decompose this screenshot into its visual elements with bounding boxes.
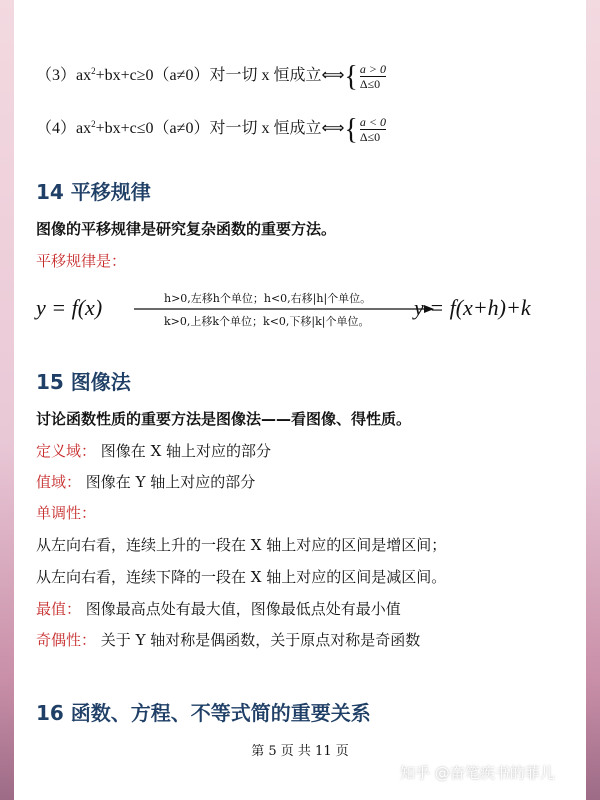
- condition-stack: [360, 62, 386, 91]
- monotonicity-label: 单调性：: [36, 504, 97, 522]
- domain-label: 定义域：: [36, 442, 97, 460]
- section-15-title: 15 图像法: [36, 370, 131, 394]
- extreme-line: [36, 598, 401, 619]
- expr-part: +bx+c≥0（a≠0）对一切 x 恒成立: [95, 67, 322, 85]
- range-line: [36, 471, 255, 492]
- watermark: 知乎 @奋笔疾书的菲儿: [400, 764, 555, 782]
- condition-top: a > 0: [359, 62, 386, 76]
- expr-part: +bx+c≤0（a≠0）对一切 x 恒成立: [95, 120, 322, 138]
- inequality-3: [36, 59, 386, 93]
- range-text: 图像在 Y 轴上对应的部分: [85, 473, 256, 491]
- brace-icon: {: [344, 112, 358, 146]
- section-16-title: 16 函数、方程、不等式简的重要关系: [36, 701, 371, 725]
- document-page: [14, 0, 586, 800]
- brace-icon: {: [344, 59, 358, 93]
- item-number: （4）: [36, 120, 77, 138]
- extreme-label: 最值：: [36, 600, 82, 618]
- condition-top: a < 0: [359, 115, 386, 129]
- monotonicity-decreasing: 从左向右看，连续下降的一段在 X 轴上对应的区间是减区间。: [36, 568, 447, 586]
- section-14-intro: 图像的平移规律是研究复杂函数的重要方法。: [36, 220, 337, 238]
- condition-bottom: Δ≤0: [359, 77, 381, 91]
- domain-line: [36, 440, 271, 461]
- formula-left: y = f(x): [36, 295, 103, 320]
- parity-text: 关于 Y 轴对称是偶函数，关于原点对称是奇函数: [100, 631, 421, 649]
- formula-top-rule: h>0,左移h个单位；h<0,右移|h|个单位。: [164, 292, 372, 305]
- formula-right: y = f(x+h)+k: [414, 295, 531, 320]
- range-label: 值域：: [36, 473, 82, 491]
- exponent: 2: [91, 65, 96, 76]
- parity-label: 奇偶性：: [36, 631, 97, 649]
- parity-line: [36, 629, 420, 650]
- condition-bottom: Δ≤0: [359, 130, 381, 144]
- expr-part: ax: [76, 67, 92, 85]
- condition-stack: [360, 115, 386, 144]
- exponent: 2: [91, 118, 96, 129]
- equivalence-arrow: ⟺: [321, 67, 345, 85]
- translation-formula: [36, 285, 576, 333]
- equivalence-arrow: ⟺: [321, 120, 345, 138]
- section-14-title: 14 平移规律: [36, 180, 151, 204]
- item-number: （3）: [36, 67, 77, 85]
- extreme-text: 图像最高点处有最大值，图像最低点处有最小值: [85, 600, 401, 618]
- domain-text: 图像在 X 轴上对应的部分: [100, 442, 272, 460]
- page-footer: 第 5 页 共 11 页: [251, 744, 349, 759]
- formula-bottom-rule: k>0,上移k个单位；k<0,下移|k|个单位。: [164, 315, 370, 328]
- expr-part: ax: [76, 120, 92, 138]
- monotonicity-increasing: 从左向右看，连续上升的一段在 X 轴上对应的区间是增区间；: [36, 536, 447, 554]
- inequality-4: [36, 112, 386, 146]
- section-15-intro: 讨论函数性质的重要方法是图像法——看图像、得性质。: [36, 410, 412, 428]
- translation-rule-label: 平移规律是：: [36, 252, 127, 270]
